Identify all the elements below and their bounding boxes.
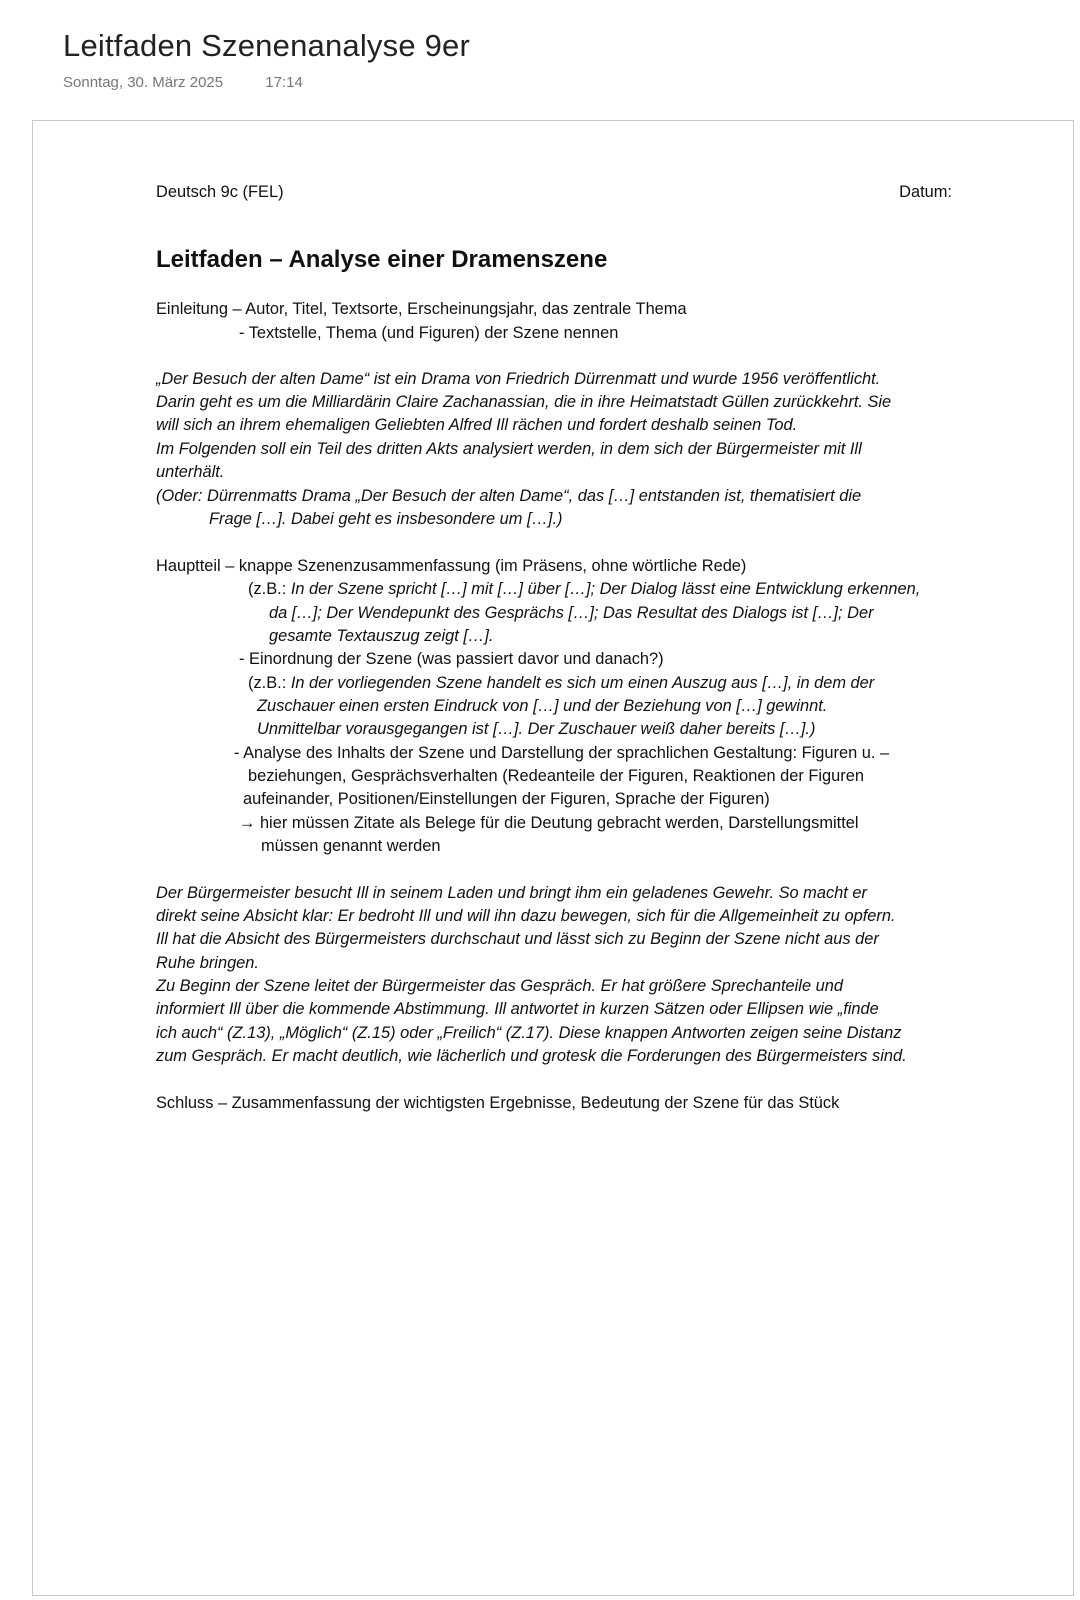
main-point-4-line: → hier müssen Zitate als Belege für die Deutung gebracht werden, Darstellungsmittel xyxy=(239,814,859,832)
document-header xyxy=(156,183,952,202)
main-example-1-line xyxy=(248,578,920,602)
main-example-paragraph-line: Zu Beginn der Szene leitet der Bürgermeister das Gespräch. Er hat größere Sprechanteile und xyxy=(156,977,843,995)
intro-example-line: „Der Besuch der alten Dame“ ist ein Drama von Friedrich Dürrenmatt und wurde 1956 veröffentlicht. xyxy=(156,370,881,388)
intro-example-line: unterhält. xyxy=(156,463,225,481)
main-example-paragraph-line: Der Bürgermeister besucht Ill in seinem Laden und bringt ihm ein geladenes Gewehr. So macht er xyxy=(156,884,867,902)
main-example-paragraph-line: Ill hat die Absicht des Bürgermeisters durchschaut und lässt sich zu Beginn der Szene nicht aus der xyxy=(156,930,879,948)
main-example-paragraph-line: direkt seine Absicht klar: Er bedroht Ill und will ihn dazu bewegen, sich für die Allgemeinheit zu opfern. xyxy=(156,907,896,925)
zb-prefix: (z.B.: xyxy=(248,674,291,692)
page-title[interactable]: Leitfaden Szenenanalyse 9er xyxy=(63,28,470,63)
main-example-paragraph-line: informiert Ill über die kommende Abstimmung. Ill antwortet in kurzen Sätzen oder Ellipsen wie „finde xyxy=(156,1000,879,1018)
main-point-3-line: - Analyse des Inhalts der Szene und Darstellung der sprachlichen Gestaltung: Figuren u. – xyxy=(234,744,890,762)
main-example-paragraph-line: zum Gespräch. Er macht deutlich, wie lächerlich und grotesk die Forderungen des Bürgermeisters sind. xyxy=(156,1047,907,1065)
main-example-1-text: In der Szene spricht […] mit […] über […]; Der Dialog lässt eine Entwicklung erkennen, xyxy=(290,580,921,598)
intro-example-line: Frage […]. Dabei geht es insbesondere um […].) xyxy=(209,510,563,528)
intro-example-line: (Oder: Dürrenmatts Drama „Der Besuch der alten Dame“, das […] entstanden ist, thematisiert die xyxy=(156,487,862,505)
page-timestamp xyxy=(63,74,303,91)
intro-example-line: will sich an ihrem ehemaligen Geliebten Alfred Ill rächen und fordert deshalb seinen Tod. xyxy=(156,416,798,434)
main-example-paragraph-line: Ruhe bringen. xyxy=(156,954,259,972)
intro-example-line: Darin geht es um die Milliardärin Claire Zachanassian, die in ihre Heimatstadt Güllen zurückkehrt. Sie xyxy=(156,393,892,411)
main-example-2-text: In der vorliegenden Szene handelt es sich um einen Auszug aus […], in dem der xyxy=(290,674,875,692)
page-date: Sonntag, 30. März 2025 xyxy=(63,74,224,91)
class-label: Deutsch 9c (FEL) xyxy=(156,183,284,201)
intro-example-line: Im Folgenden soll ein Teil des dritten Akts analysiert werden, in dem sich der Bürgermeister mit Ill xyxy=(156,440,862,458)
date-label: Datum: xyxy=(899,183,952,201)
document-heading: Leitfaden – Analyse einer Dramenszene xyxy=(156,246,608,273)
main-line-1: Hauptteil – knappe Szenenzusammenfassung (im Präsens, ohne wörtliche Rede) xyxy=(156,557,747,575)
conclusion-line: Schluss – Zusammenfassung der wichtigsten Ergebnisse, Bedeutung der Szene für das Stück xyxy=(156,1094,840,1112)
main-example-2-line: Unmittelbar vorausgegangen ist […]. Der Zuschauer weiß daher bereits […].) xyxy=(257,720,816,738)
main-example-1-line: gesamte Textauszug zeigt […]. xyxy=(269,627,494,645)
main-point-2: - Einordnung der Szene (was passiert davor und danach?) xyxy=(239,650,664,668)
main-point-3-line: aufeinander, Positionen/Einstellungen der Figuren, Sprache der Figuren) xyxy=(243,790,770,808)
main-point-3-line: beziehungen, Gesprächsverhalten (Redeanteile der Figuren, Reaktionen der Figuren xyxy=(248,767,864,785)
page-time: 17:14 xyxy=(265,74,303,91)
main-point-4-line: müssen genannt werden xyxy=(261,837,441,855)
main-example-paragraph-line: ich auch“ (Z.13), „Möglich“ (Z.15) oder „Freilich“ (Z.17). Diese knappen Antworten zeigen seine Distanz xyxy=(156,1024,902,1042)
main-example-1-line: da […]; Der Wendepunkt des Gesprächs […]; Das Resultat des Dialogs ist […]; Der xyxy=(269,604,874,622)
main-example-2-line: Zuschauer einen ersten Eindruck von […] und der Beziehung von […] gewinnt. xyxy=(257,697,828,715)
intro-line-2: - Textstelle, Thema (und Figuren) der Szene nennen xyxy=(239,324,619,342)
main-example-2-line xyxy=(248,672,874,696)
intro-line-1: Einleitung – Autor, Titel, Textsorte, Erscheinungsjahr, das zentrale Thema xyxy=(156,300,687,318)
zb-prefix: (z.B.: xyxy=(248,580,291,598)
